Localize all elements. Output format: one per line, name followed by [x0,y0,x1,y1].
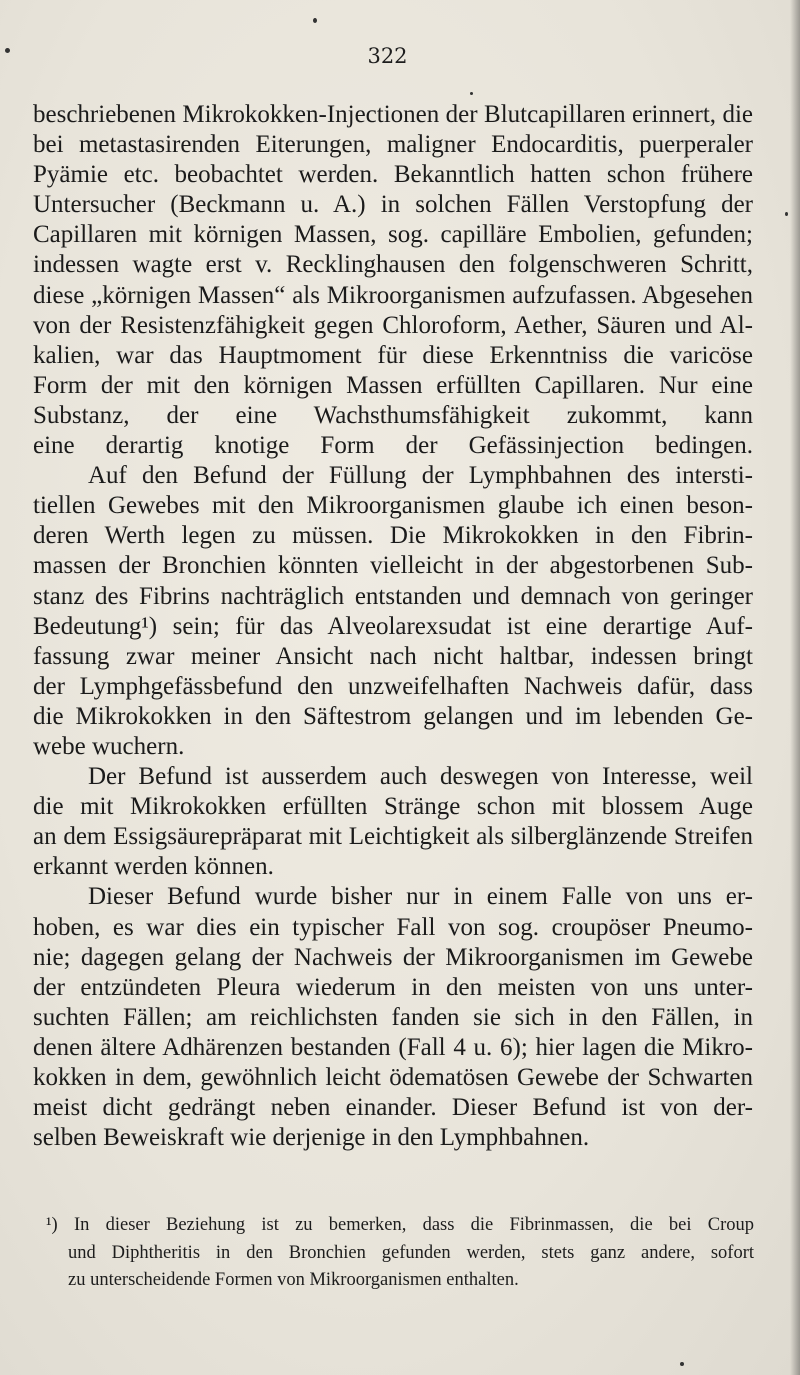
text-line: massen der Bronchien könnten vielleicht in der abgestorbenen Sub- [33,552,753,580]
text-line: der Lymphgefässbefund den unzweifelhaften Nachweis dafür, dass [33,672,753,700]
text-line: denen ältere Adhärenzen bestanden (Fall 4 u. 6); hier lagen die Mikro- [33,1033,753,1061]
text-line: erkannt werden können. [33,853,274,881]
text-line: Dieser Befund wurde bisher nur in einem Falle von uns er- [88,883,753,911]
text-line: der entzündeten Pleura wiederum in den meisten von uns unter- [33,973,753,1001]
text-line: suchten Fällen; am reichlichsten fanden sie sich in den Fällen, in [33,1003,753,1031]
paper-speck [680,1362,684,1366]
text-line: kalien, war das Hauptmoment für diese Erkenntniss die varicöse [33,341,753,369]
text-line: Untersucher (Beckmann u. A.) in solchen Fällen Verstopfung der [33,191,753,219]
footnote-line: ¹) In dieser Beziehung ist zu bemerken, dass die Fibrinmassen, die bei Croup [46,1215,754,1235]
text-line: Auf den Befund der Füllung der Lymphbahnen des intersti- [88,462,753,490]
text-line: fassung zwar meiner Ansicht nach nicht haltbar, indessen bringt [33,642,753,670]
text-line: Form der mit den körnigen Massen erfüllten Capillaren. Nur eine [33,371,753,399]
text-line: selben Beweiskraft wie derjenige in den Lymphbahnen. [33,1124,590,1152]
paper-speck [470,92,473,95]
footnotes [46,1212,754,1295]
text-line: die mit Mikrokokken erfüllten Stränge schon mit blossem Auge [33,793,753,821]
text-line: diese „körnigen Massen“ als Mikroorganismen aufzufassen. Abgesehen [33,281,753,309]
text-line: nie; dagegen gelang der Nachweis der Mikroorganismen im Gewebe [33,943,753,971]
body-text [33,100,753,1153]
text-line: indessen wagte erst v. Recklinghausen den folgenschweren Schritt, [33,251,753,279]
text-line: Bedeutung¹) sein; für das Alveolarexsudat ist eine derartige Auf- [33,612,753,640]
page-spine-shadow [790,0,800,1375]
paper-speck [313,18,317,23]
text-line: von der Resistenzfähigkeit gegen Chloroform, Aether, Säuren und Al- [33,311,753,339]
text-line: die Mikrokokken in den Säftestrom gelangen und im lebenden Ge- [33,702,753,730]
text-line: meist dicht gedrängt neben einander. Dieser Befund ist von der- [33,1094,753,1122]
text-line: Substanz, der eine Wachsthumsfähigkeit zukommt, kann [33,401,753,429]
text-line: tiellen Gewebes mit den Mikroorganismen glaube ich einen beson- [33,492,753,520]
text-line: bei metastasirenden Eiterungen, maligner Endocarditis, puerperaler [33,131,753,159]
text-line: Capillaren mit körnigen Massen, sog. capilläre Embolien, gefunden; [33,221,753,249]
page-number: 322 [367,44,408,68]
paper-speck [785,212,788,216]
text-line: eine derartig knotige Form der Gefässinjection bedingen. [33,432,753,460]
text-line: hoben, es war dies ein typischer Fall von sog. croupöser Pneumo- [33,913,753,941]
text-line: webe wuchern. [33,732,185,760]
text-line: deren Werth legen zu müssen. Die Mikrokokken in den Fibrin- [33,522,753,550]
text-line: Pyämie etc. beobachtet werden. Bekanntlich hatten schon frühere [33,161,753,189]
footnote-line: zu unterscheidende Formen von Mikroorganismen enthalten. [68,1270,519,1290]
text-line: stanz des Fibrins nachträglich entstanden und demnach von geringer [33,582,753,610]
text-line: Der Befund ist ausserdem auch deswegen von Interesse, weil [88,763,753,791]
text-line: beschriebenen Mikrokokken-Injectionen der Blutcapillaren erinnert, die [33,101,753,128]
footnote-line: und Diphtheritis in den Bronchien gefunden werden, stets ganz andere, sofort [68,1242,754,1263]
text-line: an dem Essigsäurepräparat mit Leichtigkeit als silberglänzende Streifen [33,823,753,851]
text-line: kokken in dem, gewöhnlich leicht ödematösen Gewebe der Schwarten [33,1064,753,1091]
